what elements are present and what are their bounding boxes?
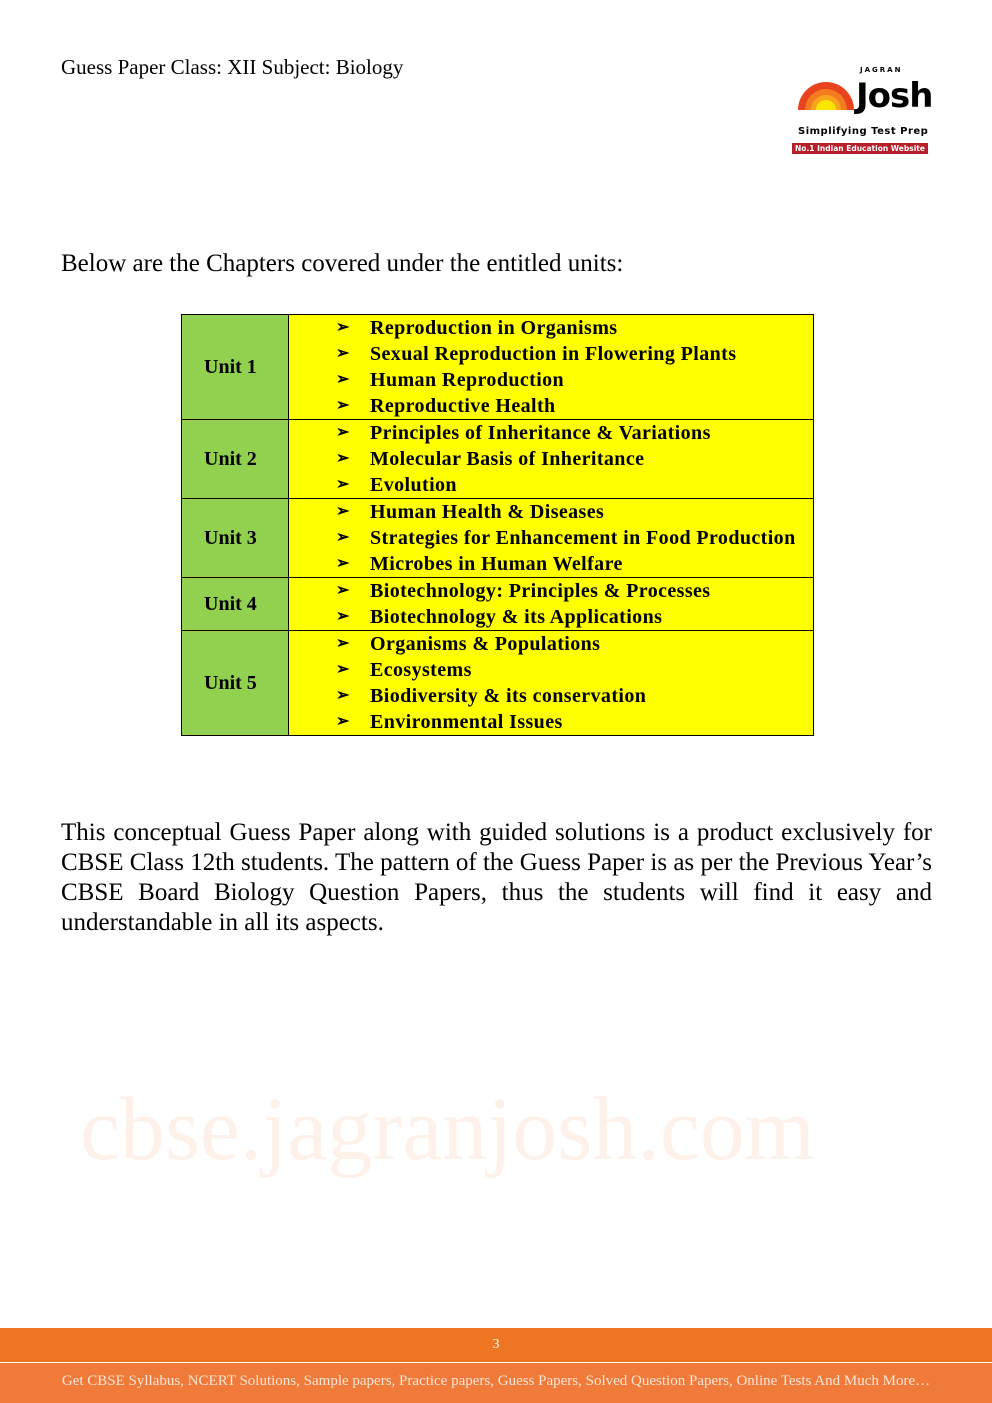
unit-label: Unit 2 — [182, 420, 289, 499]
chapter-name: Strategies for Enhancement in Food Production — [370, 527, 796, 549]
chapter-item — [336, 341, 813, 367]
chapter-cell — [289, 420, 814, 499]
chapter-item — [336, 657, 813, 683]
arrow-bullet-icon: ➢ — [336, 503, 350, 520]
unit-label: Unit 3 — [182, 499, 289, 578]
unit-row — [182, 315, 814, 420]
chapter-item — [336, 367, 813, 393]
intro-text: Below are the Chapters covered under the entitled units: — [61, 250, 624, 277]
logo-jagran: JAGRAN — [860, 66, 903, 74]
unit-row — [182, 578, 814, 631]
chapter-item — [336, 525, 813, 551]
unit-row — [182, 420, 814, 499]
arrow-bullet-icon: ➢ — [336, 582, 350, 599]
chapter-item — [336, 393, 813, 419]
unit-label: Unit 4 — [182, 578, 289, 631]
unit-label: Unit 1 — [182, 315, 289, 420]
arrow-bullet-icon: ➢ — [336, 319, 350, 336]
chapter-cell — [289, 499, 814, 578]
arrow-bullet-icon: ➢ — [336, 397, 350, 414]
chapter-item — [336, 472, 813, 498]
chapter-name: Biodiversity & its conservation — [370, 685, 647, 707]
chapter-name: Principles of Inheritance & Variations — [370, 422, 711, 444]
chapter-item — [336, 631, 813, 657]
chapter-item — [336, 420, 813, 446]
chapter-name: Environmental Issues — [370, 711, 563, 733]
jagran-josh-logo — [790, 66, 933, 156]
chapter-name: Ecosystems — [370, 659, 472, 681]
arrow-bullet-icon: ➢ — [336, 424, 350, 441]
chapter-name: Evolution — [370, 474, 457, 496]
chapter-item — [336, 709, 813, 735]
chapter-item — [336, 604, 813, 630]
chapter-name: Biotechnology & its Applications — [370, 606, 663, 628]
arrow-bullet-icon: ➢ — [336, 608, 350, 625]
chapter-name: Human Health & Diseases — [370, 501, 605, 523]
arrow-bullet-icon: ➢ — [336, 687, 350, 704]
header-title: Guess Paper Class: XII Subject: Biology — [61, 55, 404, 79]
description-paragraph: This conceptual Guess Paper along with guided solutions is a product exclusively for CBSE Class 12th students. The pattern of the Guess Paper is as per the Previous Year’s CBSE Board Biology Question Papers, thus the students will find it easy and understandable in all its aspects. — [61, 819, 932, 936]
arrow-bullet-icon: ➢ — [336, 635, 350, 652]
chapter-item — [336, 446, 813, 472]
page-number: 3 — [0, 1328, 992, 1362]
logo-badge: No.1 Indian Education Website — [792, 143, 928, 154]
chapter-name: Reproductive Health — [370, 395, 556, 417]
units-table — [181, 314, 814, 736]
unit-row — [182, 499, 814, 578]
arrow-bullet-icon: ➢ — [336, 661, 350, 678]
chapter-name: Human Reproduction — [370, 369, 565, 391]
footer-text: Get CBSE Syllabus, NCERT Solutions, Sample papers, Practice papers, Guess Papers, Solved Question Papers, Online Tests And Much More… — [0, 1363, 992, 1403]
chapter-item — [336, 578, 813, 604]
chapter-item — [336, 683, 813, 709]
watermark: cbse.jagranjosh.com — [80, 1080, 815, 1179]
arrow-bullet-icon: ➢ — [336, 371, 350, 388]
arrow-bullet-icon: ➢ — [336, 450, 350, 467]
chapter-cell — [289, 631, 814, 736]
chapter-name: Molecular Basis of Inheritance — [370, 448, 645, 470]
arrow-bullet-icon: ➢ — [336, 529, 350, 546]
arrow-bullet-icon: ➢ — [336, 555, 350, 572]
chapter-name: Sexual Reproduction in Flowering Plants — [370, 343, 737, 365]
unit-row — [182, 631, 814, 736]
chapter-name: Reproduction in Organisms — [370, 317, 618, 339]
arrow-bullet-icon: ➢ — [336, 345, 350, 362]
logo-josh: Josh — [856, 76, 933, 116]
chapter-cell — [289, 315, 814, 420]
arrow-bullet-icon: ➢ — [336, 713, 350, 730]
logo-tagline: Simplifying Test Prep — [798, 126, 929, 137]
unit-label: Unit 5 — [182, 631, 289, 736]
sunrise-icon — [796, 80, 856, 120]
chapter-name: Biotechnology: Principles & Processes — [370, 580, 711, 602]
chapter-item — [336, 315, 813, 341]
chapter-name: Microbes in Human Welfare — [370, 553, 623, 575]
chapter-cell — [289, 578, 814, 631]
chapter-item — [336, 551, 813, 577]
chapter-name: Organisms & Populations — [370, 633, 601, 655]
chapter-item — [336, 499, 813, 525]
arrow-bullet-icon: ➢ — [336, 476, 350, 493]
